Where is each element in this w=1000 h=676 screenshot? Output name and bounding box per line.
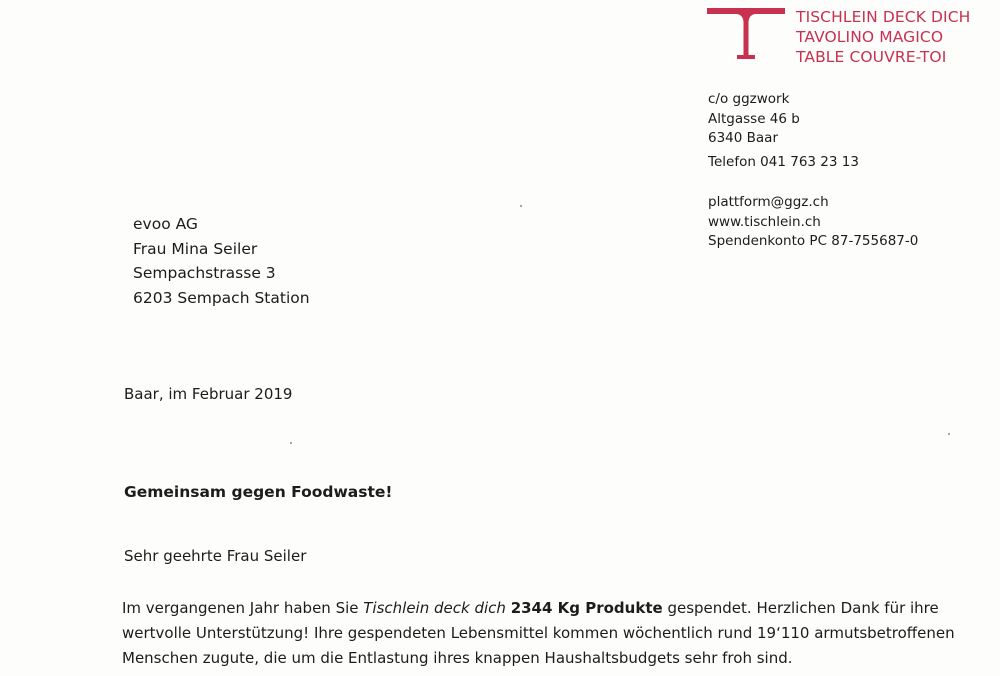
sender-account: Spendenkonto PC 87-755687-0 — [708, 233, 919, 249]
body-line-1 — [122, 596, 962, 621]
body-line-1-bold: 2344 Kg Produkte — [510, 599, 663, 617]
sender-address — [708, 90, 918, 252]
brand-line-it: TAVOLINO MAGICO — [796, 28, 944, 46]
sender-web: www.tischlein.ch — [708, 213, 821, 230]
brand-line-fr: TABLE COUVRE-TOI — [796, 48, 947, 66]
recipient-city: 6203 Sempach Station — [133, 288, 310, 307]
recipient-company: evoo AG — [133, 215, 198, 233]
sender-co: c/o ggzwork — [708, 91, 790, 107]
recipient-name: Frau Mina Seiler — [133, 239, 258, 258]
table-icon — [707, 6, 785, 60]
brand-name — [796, 7, 970, 67]
date-line: Baar, im Februar 2019 — [124, 385, 293, 403]
body-line-2: wertvolle Unterstützung! Ihre gespendeten Lebensmittel kommen wöchentlich rund 19‘110 armutsbetroffenen — [122, 624, 955, 642]
scan-speck — [520, 205, 522, 207]
letter-subject: Gemeinsam gegen Foodwaste! — [124, 483, 393, 501]
sender-email: plattform@ggz.ch — [708, 194, 829, 210]
sender-city: 6340 Baar — [708, 130, 779, 146]
body-line-1-pre: Im vergangenen Jahr haben Sie — [122, 599, 364, 617]
body-line-3: Menschen zugute, die um die Entlastung ihres knappen Haushaltsbudgets sehr froh sind. — [122, 649, 793, 667]
body-line-1-post: gespendet. Herzlichen Dank für ihre — [662, 599, 939, 617]
letter-body — [122, 596, 962, 671]
salutation: Sehr geehrte Frau Seiler — [124, 547, 307, 565]
scan-speck — [290, 442, 292, 444]
body-line-1-italic: Tischlein deck dich — [363, 599, 506, 617]
brand-line-de: TISCHLEIN DECK DICH — [796, 8, 971, 26]
sender-street: Altgasse 46 b — [708, 110, 800, 127]
sender-phone: Telefon 041 763 23 13 — [708, 153, 859, 170]
recipient-address — [133, 212, 310, 310]
recipient-street: Sempachstrasse 3 — [133, 264, 276, 282]
scan-speck — [948, 433, 950, 435]
